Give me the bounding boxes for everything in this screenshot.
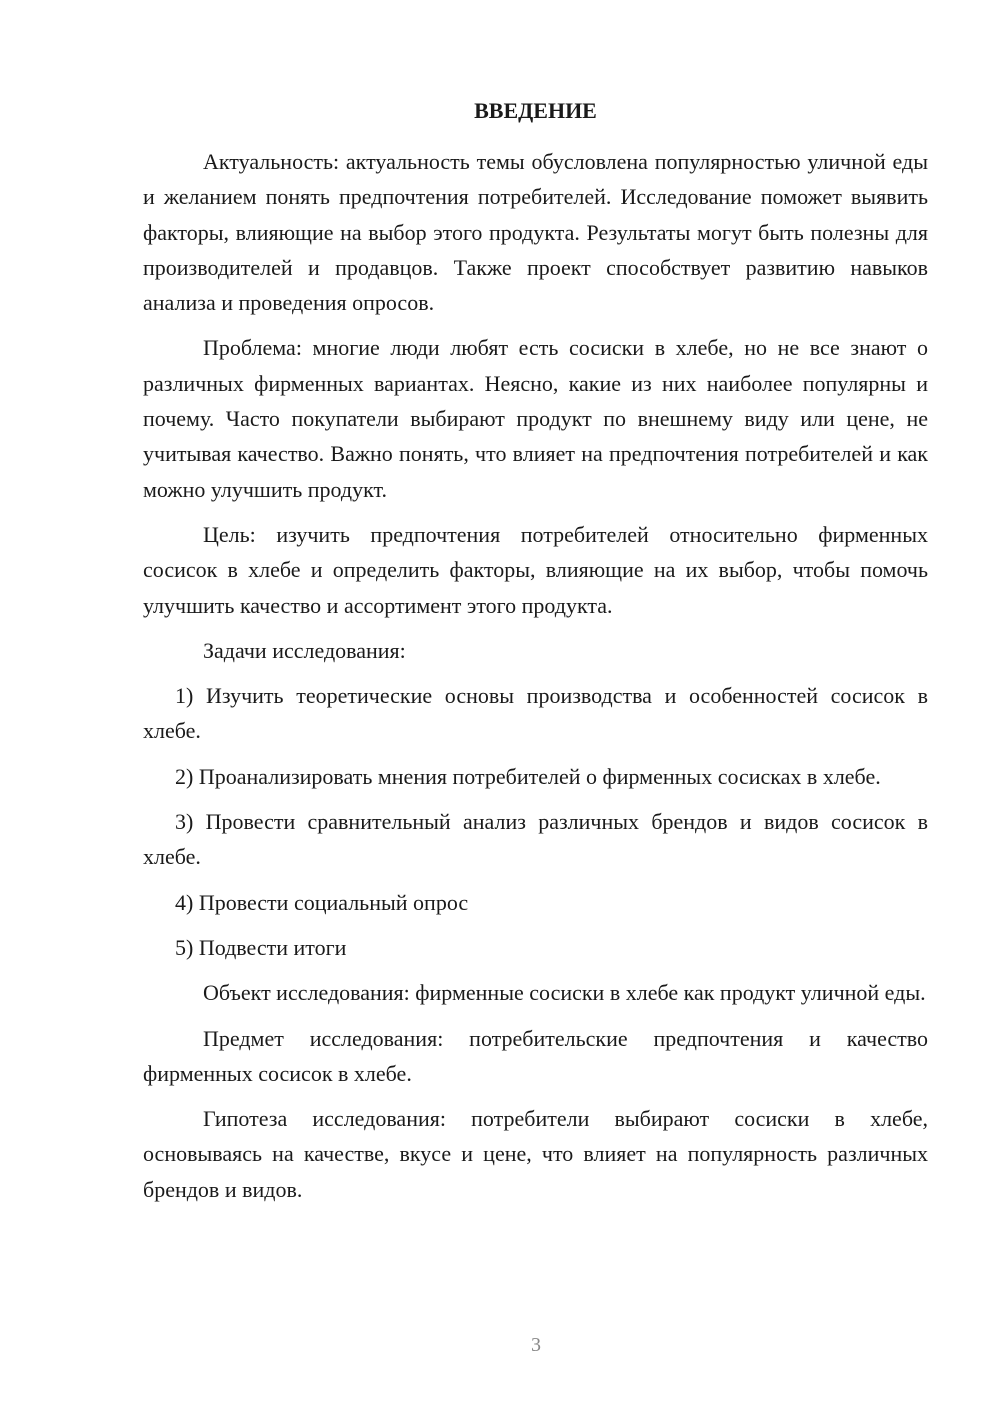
tasks-title: Задачи исследования:	[203, 637, 406, 663]
task-item-5: 5) Подвести итоги	[175, 934, 347, 960]
paragraph-relevance: Актуальность: актуальность темы обусловлена популярностью уличной еды и желанием понять предпочтения потребителей. Исследование поможет выявить факторы, влияющие на выбор этого продукта. Результаты могут быть полезны для производителей и продавцов. Также проект способствует развитию навыков анализа и проведения опросов.	[143, 149, 928, 316]
page-number: 3	[531, 1334, 541, 1356]
page-heading: ВВЕДЕНИЕ	[474, 98, 597, 123]
paragraph-problem: Проблема: многие люди любят есть сосиски в хлебе, но не все знают о различных фирменных вариантах. Неясно, какие из них наиболее популярны и почему. Часто покупатели выбирают продукт по внешнему виду или цене, не учитывая качество. Важно понять, что влияет на предпочтения потребителей и как можно улучшить продукт.	[143, 335, 928, 502]
task-item-4: 4) Провести социальный опрос	[175, 889, 469, 915]
paragraph-hypothesis: Гипотеза исследования: потребители выбирают сосиски в хлебе, основываясь на качестве, вкусе и цене, что влияет на популярность различных брендов и видов.	[143, 1106, 928, 1202]
paragraph-subject: Предмет исследования: потребительские предпочтения и качество фирменных сосисок в хлебе.	[143, 1025, 928, 1086]
paragraph-object: Объект исследования: фирменные сосиски в хлебе как продукт уличной еды.	[203, 980, 926, 1006]
page-content	[143, 96, 928, 1207]
task-item-3: 3) Провести сравнительный анализ различных брендов и видов сосисок в хлебе.	[143, 809, 928, 870]
task-item-2: 2) Проанализировать мнения потребителей о фирменных сосисках в хлебе.	[175, 763, 881, 789]
task-item-1: 1) Изучить теоретические основы производства и особенностей сосисок в хлебе.	[143, 683, 928, 744]
paragraph-goal: Цель: изучить предпочтения потребителей относительно фирменных сосисок в хлебе и определить факторы, влияющие на их выбор, чтобы помочь улучшить качество и ассортимент этого продукта.	[143, 521, 928, 618]
